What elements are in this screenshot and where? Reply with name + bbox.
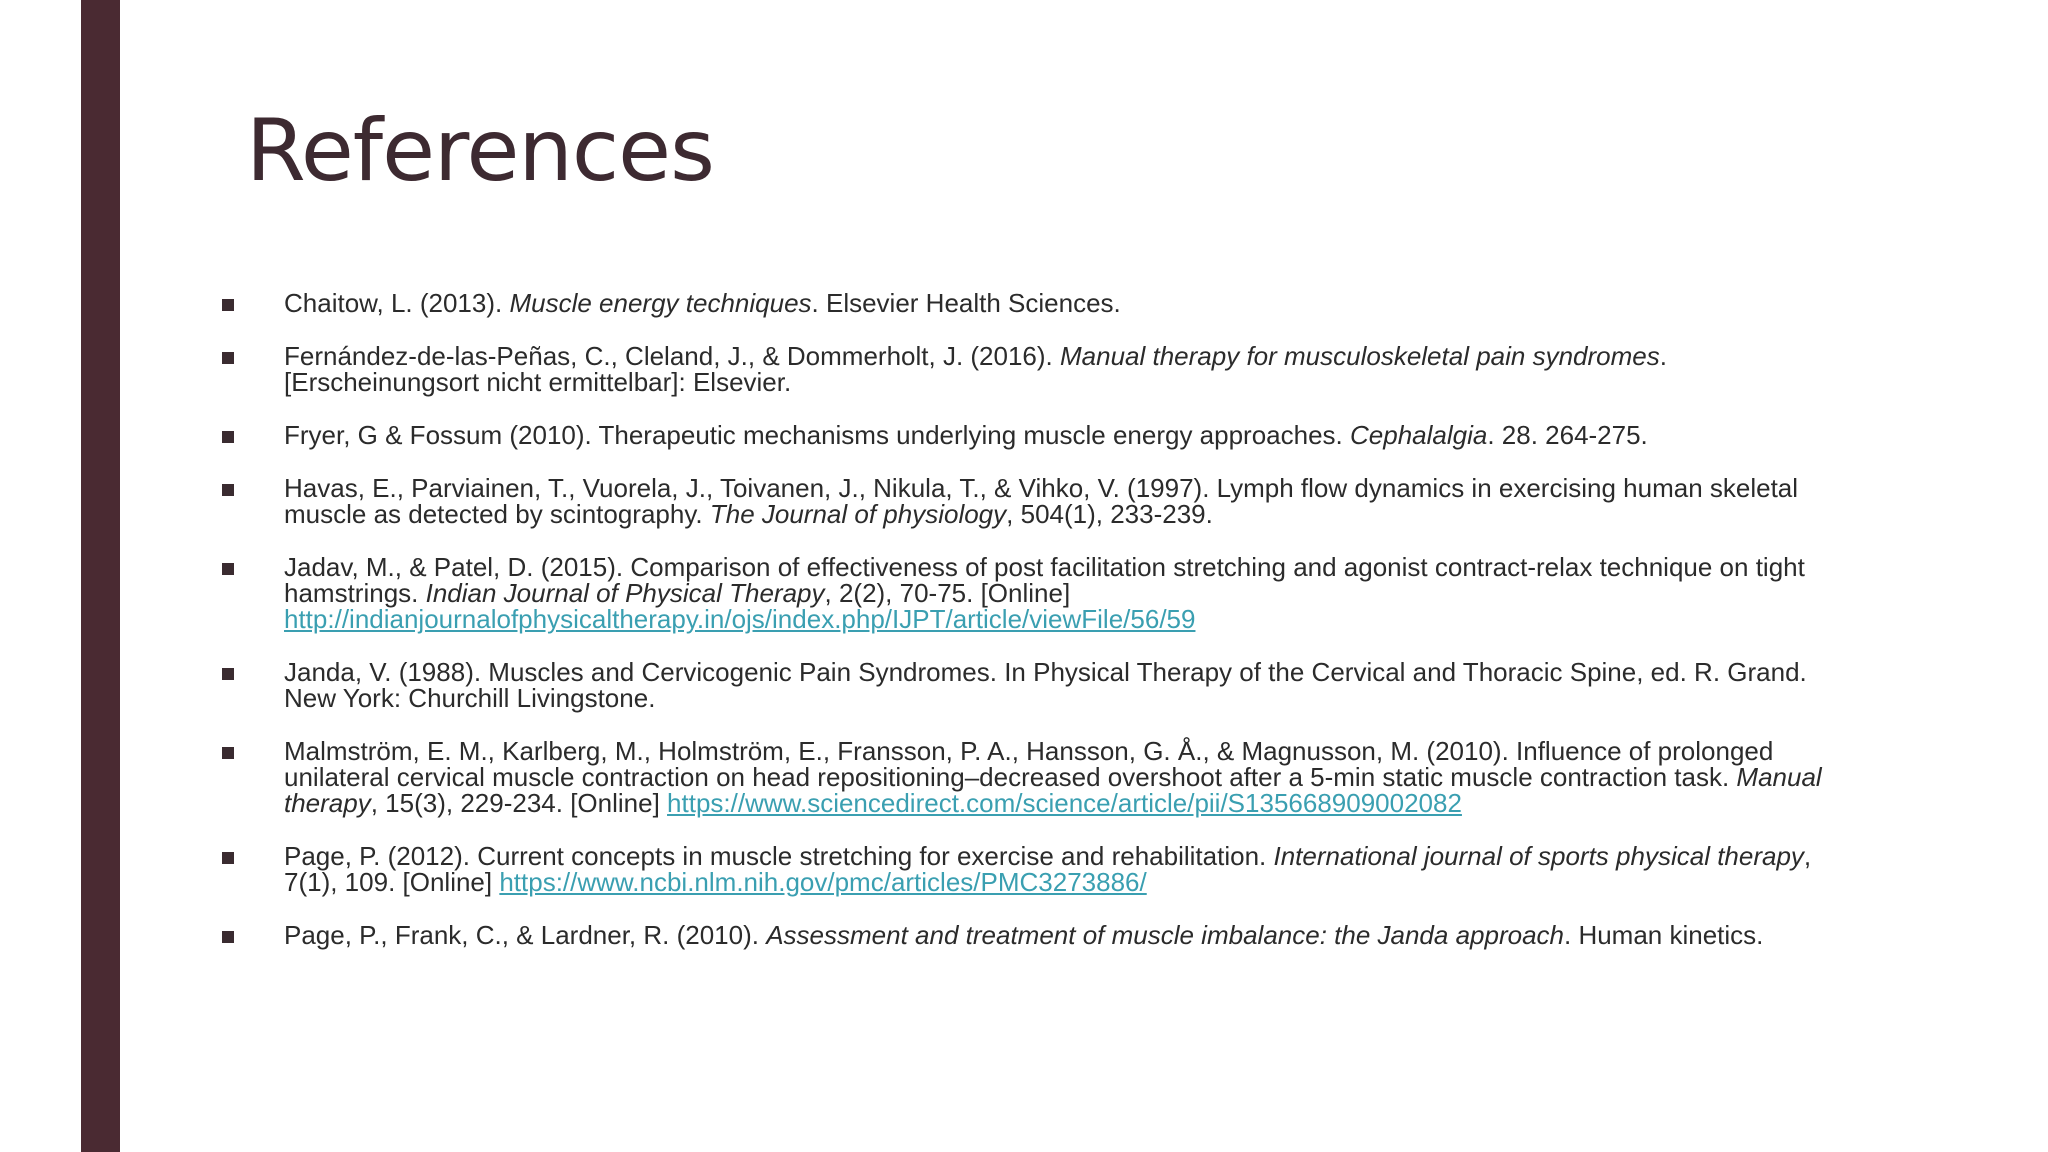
reference-list (220, 290, 1840, 975)
square-bullet-icon (222, 931, 234, 943)
reference-title: Assessment and treatment of muscle imbalance: the Janda approach (766, 920, 1564, 950)
square-bullet-icon (222, 747, 234, 759)
reference-title: International journal of sports physical therapy (1273, 841, 1804, 871)
reference-text: Page, P. (2012). Current concepts in muscle stretching for exercise and rehabilitation. (284, 841, 1274, 871)
reference-title: Cephalalgia (1350, 420, 1488, 450)
square-bullet-icon (222, 484, 234, 496)
reference-text-end: , 2(2), 70-75. [Online] (824, 578, 1071, 608)
reference-text-end: , 504(1), 233-239. (1006, 499, 1213, 529)
reference-text-end: . [Erscheinungsort nicht ermittelbar]: Elsevier. (284, 341, 1667, 397)
reference-link[interactable]: https://www.sciencedirect.com/science/article/pii/S135668909002082 (667, 788, 1462, 818)
square-bullet-icon (222, 299, 234, 311)
reference-item (220, 659, 1840, 711)
reference-text: Fryer, G & Fossum (2010). Therapeutic mechanisms underlying muscle energy approaches. (284, 420, 1350, 450)
square-bullet-icon (222, 668, 234, 680)
reference-text-end: , 15(3), 229-234. [Online] (370, 788, 668, 818)
page-title: References (246, 101, 714, 201)
accent-bar (81, 0, 120, 1152)
reference-item (220, 738, 1840, 816)
reference-item (220, 475, 1840, 527)
reference-item (220, 554, 1840, 632)
reference-item (220, 922, 1840, 948)
reference-text: Malmström, E. M., Karlberg, M., Holmström, E., Fransson, P. A., Hansson, G. Å., & Magnusson, M. (2010). Influence of prolonged unilateral cervical muscle contraction on head repositioning–decreased overshoot after a 5-min static muscle contraction task. (284, 736, 1774, 792)
reference-text: Janda, V. (1988). Muscles and Cervicogenic Pain Syndromes. In Physical Therapy of the Cervical and Thoracic Spine, ed. R. Grand. New York: Churchill Livingstone. (284, 657, 1807, 713)
reference-text: Chaitow, L. (2013). (284, 288, 510, 318)
reference-text-end: . Elsevier Health Sciences. (811, 288, 1121, 318)
reference-text-end: , 7(1), 109. [Online] (284, 841, 1812, 897)
reference-title: The Journal of physiology (709, 499, 1007, 529)
square-bullet-icon (222, 431, 234, 443)
reference-link[interactable]: https://www.ncbi.nlm.nih.gov/pmc/articles/PMC3273886/ (499, 867, 1147, 897)
square-bullet-icon (222, 352, 234, 364)
reference-title: Manual therapy for musculoskeletal pain syndromes (1060, 341, 1660, 371)
reference-item (220, 843, 1840, 895)
reference-title: Manual therapy (284, 762, 1822, 818)
reference-text: Fernández-de-las-Peñas, C., Cleland, J., & Dommerholt, J. (2016). (284, 341, 1060, 371)
reference-text: Havas, E., Parviainen, T., Vuorela, J., Toivanen, J., Nikula, T., & Vihko, V. (1997). Lymph flow dynamics in exercising human skeletal muscle as detected by scintography. (284, 473, 1799, 529)
reference-item (220, 422, 1840, 448)
reference-item (220, 343, 1840, 395)
reference-link[interactable]: http://indianjournalofphysicaltherapy.in/ojs/index.php/IJPT/article/viewFile/56/59 (284, 604, 1196, 634)
reference-title: Muscle energy techniques (509, 288, 812, 318)
reference-text-end: . Human kinetics. (1564, 920, 1764, 950)
reference-item (220, 290, 1840, 316)
reference-text: Jadav, M., & Patel, D. (2015). Comparison of effectiveness of post facilitation stretching and agonist contract-relax technique on tight hamstrings. (284, 552, 1805, 608)
square-bullet-icon (222, 852, 234, 864)
reference-title: Indian Journal of Physical Therapy (425, 578, 825, 608)
reference-text-end: . 28. 264-275. (1487, 420, 1648, 450)
square-bullet-icon (222, 563, 234, 575)
reference-text: Page, P., Frank, C., & Lardner, R. (2010). (284, 920, 767, 950)
